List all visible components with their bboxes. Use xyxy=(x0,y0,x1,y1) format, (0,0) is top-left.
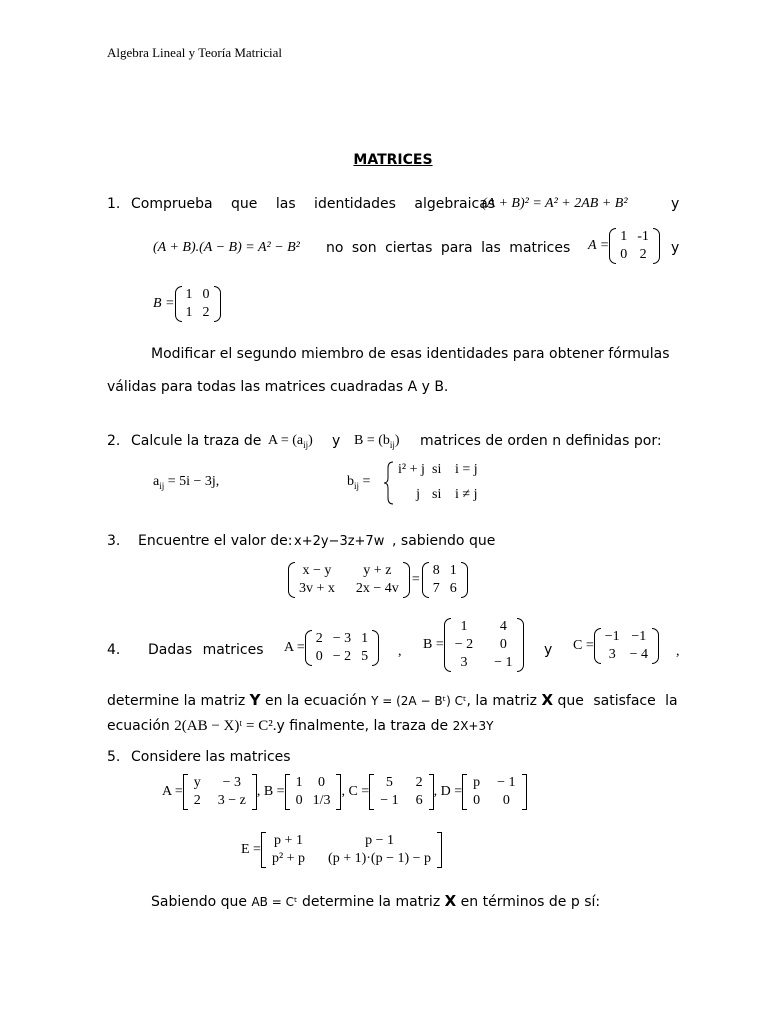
matrix-A-label: A = xyxy=(284,640,305,655)
matrix-B-label: B = xyxy=(153,296,175,311)
matrix-A4 xyxy=(305,630,379,666)
matrix-B5 xyxy=(285,774,342,810)
matrix-E5 xyxy=(261,832,442,868)
problem-3-number: 3. xyxy=(107,533,121,549)
cell: 3 xyxy=(608,647,616,662)
case-1-condition: i = j xyxy=(455,462,478,477)
expression: x+2y−3z+7w xyxy=(294,534,385,549)
problem-4-line-1: Dadas matrices xyxy=(148,642,264,658)
case-2-si: si xyxy=(432,487,442,502)
matrix-C-label: C = xyxy=(573,638,594,653)
problem-1-line-2: no son ciertas para las matrices xyxy=(326,240,571,256)
matrix-A xyxy=(609,228,660,264)
conj-y: y xyxy=(332,433,341,449)
cell: 1 xyxy=(460,619,468,634)
cell: 2 xyxy=(193,793,201,808)
cell: 3v + x xyxy=(299,581,335,596)
cell: 2x − 4v xyxy=(355,581,399,596)
cell: − 4 xyxy=(629,647,649,662)
page-title: MATRICES xyxy=(353,152,433,168)
comma: , xyxy=(398,644,402,659)
cell: 0 xyxy=(202,287,210,302)
cell: 3 − z xyxy=(217,793,246,808)
cell: p − 1 xyxy=(365,833,394,848)
bij-label: $b_{ij}$ = xyxy=(347,474,371,491)
case-1-si: si xyxy=(432,462,442,477)
cell: 1 xyxy=(361,631,369,646)
matrix-Y-symbol: Y xyxy=(249,691,261,709)
matrix-C-label: , C = xyxy=(341,784,370,799)
matrix-A-label: A = xyxy=(588,238,610,253)
matrix-D-label: , D = xyxy=(433,784,463,799)
problem-1-line-3: Modificar el segundo miembro de esas identidades para obtener fórmulas xyxy=(151,346,670,362)
cell: 0 xyxy=(473,793,481,808)
cell: − 1 xyxy=(380,793,399,808)
cell: − 3 xyxy=(222,775,241,790)
def-B: $B = (b_{ij})$ xyxy=(354,433,400,450)
cell: 1/3 xyxy=(312,793,331,808)
cell: (p + 1)·(p − 1) − p xyxy=(328,851,432,866)
cell: − 3 xyxy=(332,631,352,646)
matrix-R xyxy=(422,562,468,598)
cell: 0 xyxy=(499,637,507,652)
cell: 6 xyxy=(415,793,423,808)
cell: − 2 xyxy=(332,649,352,664)
cell: 2 xyxy=(202,305,210,320)
matrix-E-group xyxy=(241,832,442,868)
matrix-M xyxy=(288,562,410,598)
matrix-X-symbol: X xyxy=(541,691,554,709)
problem-2-line-1: Calcule la traza de xyxy=(131,433,262,449)
cell: 2 xyxy=(639,247,647,262)
problem-3-line-1b: , sabiendo que xyxy=(392,533,496,549)
cell: 5 xyxy=(361,649,369,664)
problem-1-line-1: Comprueba que las identidades algebraicas xyxy=(131,196,496,212)
cell: 3 xyxy=(460,655,468,670)
equation-X: 2(AB − X)ᵗ = C². xyxy=(174,718,277,734)
cell: − 1 xyxy=(497,775,516,790)
equation-Y: Y = (2A − Bᵗ) Cᵗ xyxy=(371,694,467,708)
brace-icon xyxy=(383,460,395,506)
matrix-E-label: E = xyxy=(241,842,261,857)
cell: − 1 xyxy=(494,655,513,670)
cell: 1 xyxy=(185,305,193,320)
aij-definition: $a_{ij} = 5i - 3j$, xyxy=(153,474,220,491)
case-1-value: i² + j xyxy=(398,462,425,477)
matrix-B4-group xyxy=(423,618,524,672)
cell: 0 xyxy=(315,649,323,664)
comma-2: , xyxy=(676,644,680,659)
cell: x − y xyxy=(302,563,332,578)
cell: y + z xyxy=(363,563,392,578)
cell: −1 xyxy=(631,629,647,644)
running-header: Algebra Lineal y Teoría Matricial xyxy=(107,45,282,60)
problem-4-line-3: ecuación 2(AB − X)ᵗ = C².y finalmente, la traza de 2X+3Y xyxy=(107,718,494,734)
problem-3-line-1: Encuentre el valor de: xyxy=(138,533,293,549)
problem-5-line-1: Considere las matrices xyxy=(131,749,291,765)
problem-5-number: 5. xyxy=(107,749,121,765)
conj-y: y xyxy=(544,642,553,658)
equals-sign: = xyxy=(411,572,420,587)
condition: AB = Cᵗ xyxy=(251,895,298,909)
cell: 0 xyxy=(502,793,510,808)
identity-2: (A + B).(A − B) = A² − B² xyxy=(153,240,300,255)
problem-5-line-2: Sabiendo que AB = Cᵗ determine la matriz X en términos de p sí: xyxy=(151,892,601,910)
cell: 7 xyxy=(432,581,440,596)
cell: p² + p xyxy=(271,851,306,866)
matrix-B-label: B = xyxy=(423,637,444,652)
matrix-B-label: , B = xyxy=(256,784,285,799)
matrix-B xyxy=(175,286,221,322)
case-2-condition: i ≠ j xyxy=(455,487,478,502)
cell: p + 1 xyxy=(274,833,303,848)
matrix-C5 xyxy=(369,774,433,810)
cell: 1 xyxy=(449,563,457,578)
matrix-A5 xyxy=(183,774,257,810)
trace-expression: 2X+3Y xyxy=(452,719,494,733)
matrix-C4-group xyxy=(573,628,659,664)
problem-2-number: 2. xyxy=(107,433,121,449)
cell: 5 xyxy=(385,775,393,790)
matrices-ABCD xyxy=(162,774,527,810)
cell: 6 xyxy=(449,581,457,596)
problem-4-number: 4. xyxy=(107,642,121,658)
problem-2-line-1b: matrices de orden n definidas por: xyxy=(420,433,662,449)
matrix-D5 xyxy=(462,774,526,810)
problem-1-line-4: válidas para todas las matrices cuadradas A y B. xyxy=(107,379,449,395)
cell: 1 xyxy=(295,775,303,790)
identity-1: (A + B)² = A² + 2AB + B² xyxy=(482,196,628,211)
cell: 4 xyxy=(499,619,507,634)
cell: 2 xyxy=(415,775,423,790)
cell: 1 xyxy=(185,287,193,302)
def-A: $A = (a_{ij})$ xyxy=(268,433,313,450)
cell: 0 xyxy=(620,247,628,262)
matrix-A4-group xyxy=(284,630,379,666)
matrix-B-group xyxy=(153,286,221,322)
cell: 8 xyxy=(432,563,440,578)
matrix-A-group xyxy=(588,228,660,264)
matrix-equation-3 xyxy=(288,562,468,598)
matrix-C4 xyxy=(594,628,659,664)
cell: 0 xyxy=(318,775,326,790)
problem-4-line-2: determine la matriz Y en la ecuación Y = (2A − Bᵗ) Cᵗ, la matriz X que satisface la xyxy=(107,691,678,709)
case-2-value: j xyxy=(416,487,420,502)
cell: − 2 xyxy=(454,637,474,652)
conj-y: y xyxy=(671,196,680,212)
cell: −1 xyxy=(604,629,620,644)
matrix-X-symbol: X xyxy=(444,892,457,910)
cell: 0 xyxy=(295,793,303,808)
cell: -1 xyxy=(637,229,649,244)
problem-1-number: 1. xyxy=(107,196,121,212)
conj-y-2: y xyxy=(671,240,680,256)
matrix-B4 xyxy=(444,618,524,672)
cell: 1 xyxy=(620,229,628,244)
cell: p xyxy=(473,775,481,790)
cell: y xyxy=(193,775,201,790)
cell: 2 xyxy=(315,631,323,646)
matrix-A-label: A = xyxy=(162,784,183,799)
